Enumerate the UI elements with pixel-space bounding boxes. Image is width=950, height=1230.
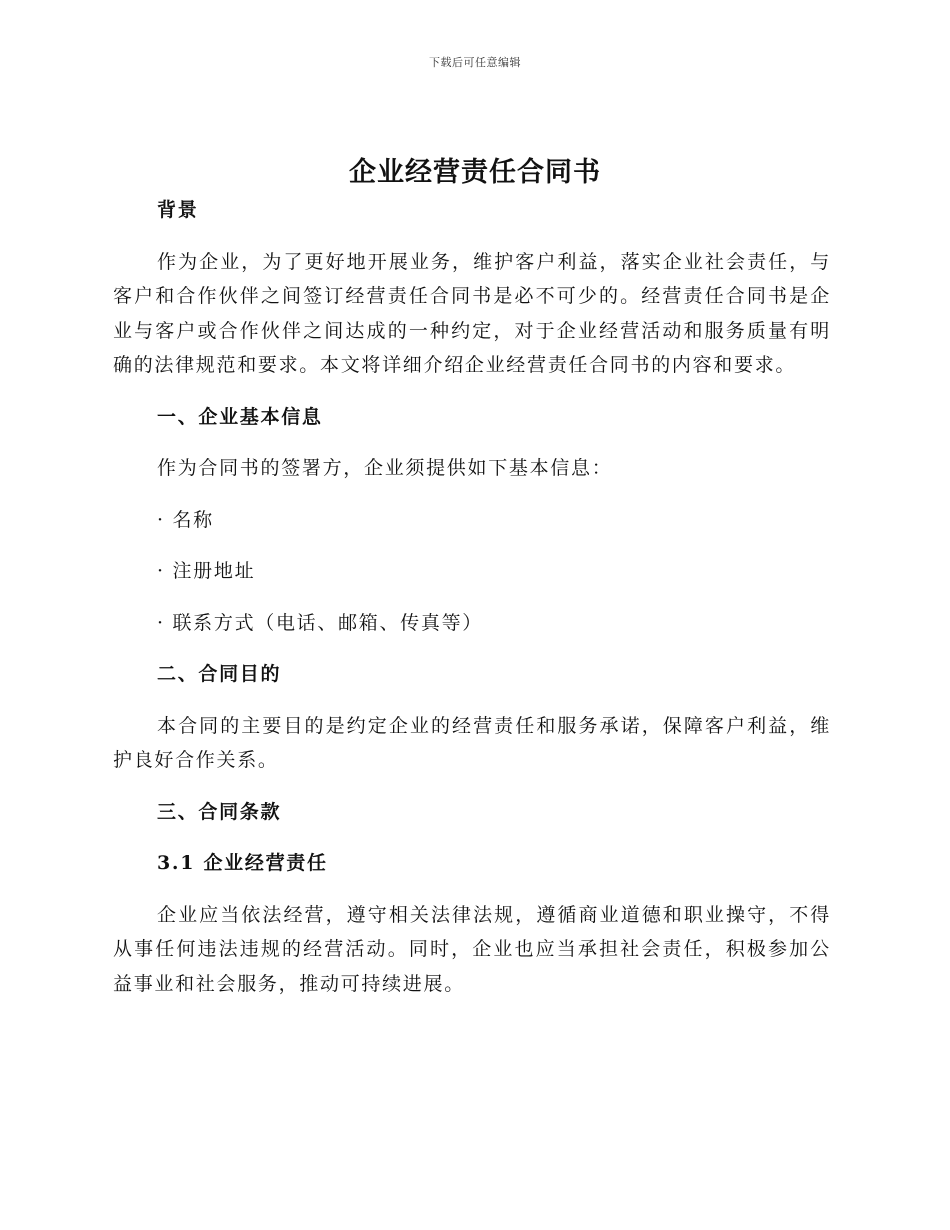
section31-paragraph: 企业应当依法经营，遵守相关法律法规，遵循商业道德和职业操守，不得从事任何违法违规的经营活动。同时，企业也应当承担社会责任，积极参加公益事业和社会服务，推动可持续进展。 — [113, 903, 831, 995]
section2-paragraph: 本合同的主要目的是约定企业的经营责任和服务承诺，保障客户利益，维护良好合作关系。 — [113, 714, 831, 771]
section31-heading: 3.1 企业经营责任 — [157, 852, 328, 874]
list-item-address: · 注册地址 — [157, 560, 256, 582]
document-body — [113, 193, 831, 1001]
page-header-note: 下载后可任意编辑 — [429, 56, 521, 69]
section1-heading: 一、企业基本信息 — [157, 405, 323, 428]
list-item-contact: · 联系方式（电话、邮箱、传真等） — [157, 611, 483, 634]
section1-intro: 作为合同书的签署方，企业须提供如下基本信息： — [157, 457, 613, 479]
list-item-name: · 名称 — [157, 508, 214, 531]
background-heading: 背景 — [157, 199, 199, 221]
section2-heading: 二、合同目的 — [157, 663, 282, 685]
background-paragraph: 作为企业，为了更好地开展业务，维护客户利益，落实企业社会责任，与客户和合作伙伴之间签订经营责任合同书是必不可少的。经营责任合同书是企业与客户或合作伙伴之间达成的一种约定，对于企业经营活动和服务质量有明确的法律规范和要求。本文将详细介绍企业经营责任合同书的内容和要求。 — [113, 250, 831, 376]
document-title: 企业经营责任合同书 — [349, 157, 601, 188]
section3-heading: 三、合同条款 — [157, 800, 282, 823]
